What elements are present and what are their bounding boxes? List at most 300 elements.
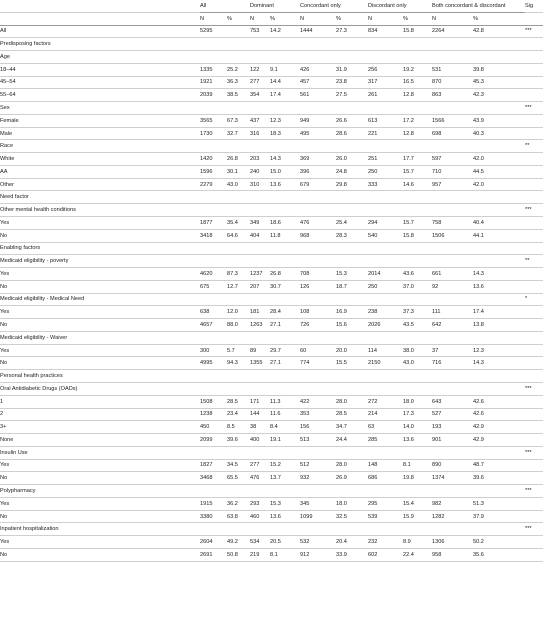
table-cell — [227, 293, 250, 306]
table-cell: 8.1 — [270, 548, 300, 561]
table-cell: 277 — [250, 459, 270, 472]
table-cell: 513 — [300, 434, 336, 447]
table-cell: 20.4 — [336, 536, 368, 549]
table-cell: 114 — [368, 344, 403, 357]
table-cell — [270, 38, 300, 51]
table-cell: 1566 — [432, 114, 473, 127]
table-cell — [473, 523, 525, 536]
row-label: 18–44 — [0, 63, 200, 76]
row-label: Medicaid eligibility - Waiver — [0, 331, 200, 344]
table-cell — [432, 140, 473, 153]
table-cell: 295 — [368, 497, 403, 510]
table-cell — [270, 102, 300, 115]
table-cell — [432, 38, 473, 51]
table-cell — [432, 446, 473, 459]
table-cell — [403, 38, 432, 51]
table-cell: 534 — [250, 536, 270, 549]
table-cell: 710 — [432, 165, 473, 178]
table-cell — [368, 102, 403, 115]
sig-cell — [525, 76, 543, 89]
table-cell: 317 — [368, 76, 403, 89]
table-cell: 1355 — [250, 357, 270, 370]
table-cell: 437 — [250, 114, 270, 127]
table-cell: 294 — [368, 217, 403, 230]
table-cell — [270, 382, 300, 395]
table-cell: 15.7 — [403, 217, 432, 230]
table-cell: 531 — [432, 63, 473, 76]
table-cell: 15.7 — [403, 165, 432, 178]
table-cell: 12.7 — [227, 280, 250, 293]
table-cell: 16.9 — [336, 306, 368, 319]
table-cell — [432, 293, 473, 306]
table-cell: 675 — [200, 280, 227, 293]
table-cell: 18.0 — [336, 497, 368, 510]
table-cell — [432, 191, 473, 204]
sig-cell — [525, 319, 543, 332]
table-cell: 13.6 — [270, 510, 300, 523]
table-cell: 43.0 — [227, 178, 250, 191]
table-cell: 156 — [300, 421, 336, 434]
row-label: Yes — [0, 268, 200, 281]
table-cell: 219 — [250, 548, 270, 561]
table-cell: 13.6 — [270, 178, 300, 191]
table-cell: 232 — [368, 536, 403, 549]
table-row — [0, 89, 543, 102]
table-cell: 63.8 — [227, 510, 250, 523]
subheader-cell: N — [250, 12, 270, 25]
table-cell — [227, 370, 250, 383]
table-cell — [473, 331, 525, 344]
table-cell: 426 — [300, 63, 336, 76]
table-cell — [250, 38, 270, 51]
table-cell — [432, 255, 473, 268]
section-row — [0, 25, 543, 38]
table-cell — [250, 255, 270, 268]
subsection-row — [0, 102, 543, 115]
table-cell: 50.8 — [227, 548, 250, 561]
table-cell: 982 — [432, 497, 473, 510]
table-cell: 25.4 — [336, 217, 368, 230]
table-cell: 250 — [368, 165, 403, 178]
table-cell: 35.4 — [227, 217, 250, 230]
table-cell: 1730 — [200, 127, 227, 140]
row-label: 3+ — [0, 421, 200, 434]
table-cell: 250 — [368, 280, 403, 293]
sig-cell — [525, 38, 543, 51]
table-cell — [336, 140, 368, 153]
table-cell: 44.1 — [473, 229, 525, 242]
table-cell — [473, 293, 525, 306]
table-cell: 13.6 — [473, 280, 525, 293]
table-cell — [473, 242, 525, 255]
table-cell — [473, 370, 525, 383]
sig-cell — [525, 548, 543, 561]
sig-cell — [525, 357, 543, 370]
table-cell: 9.1 — [270, 63, 300, 76]
table-cell — [403, 293, 432, 306]
table-cell: 43.9 — [473, 114, 525, 127]
sig-cell — [525, 459, 543, 472]
table-cell: 28.3 — [336, 229, 368, 242]
table-cell: 15.8 — [403, 25, 432, 38]
table-cell: 17.4 — [473, 306, 525, 319]
row-label: Yes — [0, 536, 200, 549]
table-cell: 18.6 — [270, 217, 300, 230]
table-cell: 11.8 — [270, 229, 300, 242]
subsection-row — [0, 523, 543, 536]
table-cell: 834 — [368, 25, 403, 38]
row-label: Yes — [0, 217, 200, 230]
table-cell — [432, 242, 473, 255]
subheader-cell: N — [300, 12, 336, 25]
table-cell — [473, 191, 525, 204]
header-sig: Sig — [525, 0, 543, 12]
table-cell: 277 — [250, 76, 270, 89]
table-cell: 932 — [300, 472, 336, 485]
table-cell — [432, 523, 473, 536]
table-cell — [432, 204, 473, 217]
table-cell — [368, 204, 403, 217]
subsection-row — [0, 293, 543, 306]
sig-cell: * — [525, 293, 543, 306]
sig-cell — [525, 127, 543, 140]
subheader-sig-empty — [525, 12, 543, 25]
table-cell — [250, 331, 270, 344]
sig-cell — [525, 268, 543, 281]
table-row — [0, 306, 543, 319]
table-row — [0, 127, 543, 140]
table-cell: 171 — [250, 395, 270, 408]
table-row — [0, 510, 543, 523]
table-cell: 3380 — [200, 510, 227, 523]
table-cell: 36.3 — [227, 76, 250, 89]
sig-cell — [525, 421, 543, 434]
subheader-cell: % — [336, 12, 368, 25]
table-row — [0, 434, 543, 447]
sig-cell — [525, 191, 543, 204]
table-cell: 1877 — [200, 217, 227, 230]
table-cell — [270, 255, 300, 268]
table-cell — [403, 382, 432, 395]
table-cell: 15.6 — [336, 319, 368, 332]
table-cell — [473, 38, 525, 51]
table-cell — [368, 382, 403, 395]
sig-cell — [525, 510, 543, 523]
row-label: Predisposing factors — [0, 38, 200, 51]
table-cell: 29.7 — [270, 344, 300, 357]
table-cell: 37.3 — [403, 306, 432, 319]
table-cell: 539 — [368, 510, 403, 523]
table-row — [0, 76, 543, 89]
header-group-concordant-only: Concordant only — [300, 0, 368, 12]
table-cell: 42.0 — [473, 153, 525, 166]
table-cell — [250, 382, 270, 395]
row-label: Yes — [0, 344, 200, 357]
table-cell: 63 — [368, 421, 403, 434]
table-cell: 1238 — [200, 408, 227, 421]
table-cell — [403, 523, 432, 536]
table-cell: 957 — [432, 178, 473, 191]
table-cell: 400 — [250, 434, 270, 447]
table-cell — [200, 38, 227, 51]
table-cell: 12.8 — [403, 89, 432, 102]
table-cell: 32.5 — [336, 510, 368, 523]
table-cell: 316 — [250, 127, 270, 140]
table-cell — [270, 370, 300, 383]
table-cell: 18.0 — [403, 395, 432, 408]
table-cell: 4995 — [200, 357, 227, 370]
header-corner — [0, 0, 200, 12]
sig-cell: *** — [525, 25, 543, 38]
table-cell: 968 — [300, 229, 336, 242]
table-cell — [336, 382, 368, 395]
table-cell: 42.0 — [473, 178, 525, 191]
header-row-subheaders — [0, 12, 543, 25]
sig-cell: *** — [525, 382, 543, 395]
table-cell: 404 — [250, 229, 270, 242]
table-cell: 14.3 — [473, 357, 525, 370]
table-cell — [250, 140, 270, 153]
table-cell: 613 — [368, 114, 403, 127]
table-cell — [227, 255, 250, 268]
row-label: AA — [0, 165, 200, 178]
table-cell: 19.2 — [403, 63, 432, 76]
subsection-row — [0, 204, 543, 217]
row-label: No — [0, 319, 200, 332]
table-cell — [250, 370, 270, 383]
table-cell — [270, 51, 300, 64]
table-cell — [300, 293, 336, 306]
table-cell: 1596 — [200, 165, 227, 178]
table-cell: 17.2 — [403, 114, 432, 127]
table-cell: 221 — [368, 127, 403, 140]
sig-cell — [525, 536, 543, 549]
row-label: Inpatient hospitalization — [0, 523, 200, 536]
table-cell: 495 — [300, 127, 336, 140]
table-cell — [200, 204, 227, 217]
table-cell: 19.1 — [270, 434, 300, 447]
table-row — [0, 357, 543, 370]
table-cell — [200, 331, 227, 344]
table-cell: 27.1 — [270, 357, 300, 370]
table-cell: 92 — [432, 280, 473, 293]
table-cell: 2039 — [200, 89, 227, 102]
table-cell — [368, 255, 403, 268]
table-cell: 29.8 — [336, 178, 368, 191]
table-cell: 1827 — [200, 459, 227, 472]
table-cell: 17.4 — [270, 89, 300, 102]
table-cell: 51.3 — [473, 497, 525, 510]
table-cell: 37.0 — [403, 280, 432, 293]
table-row — [0, 217, 543, 230]
table-cell: 561 — [300, 89, 336, 102]
table-cell: 22.4 — [403, 548, 432, 561]
table-cell — [336, 523, 368, 536]
table-row — [0, 497, 543, 510]
table-cell: 30.1 — [227, 165, 250, 178]
table-cell: 34.5 — [227, 459, 250, 472]
table-row — [0, 459, 543, 472]
table-cell: 890 — [432, 459, 473, 472]
section-row — [0, 242, 543, 255]
table-cell: 1263 — [250, 319, 270, 332]
table-cell: 207 — [250, 280, 270, 293]
table-cell: 17.3 — [403, 408, 432, 421]
table-cell: 5295 — [200, 25, 227, 38]
table-cell: 12.3 — [473, 344, 525, 357]
table-cell: 17.7 — [403, 153, 432, 166]
table-cell: 37.9 — [473, 510, 525, 523]
subheader-cell: N — [200, 12, 227, 25]
row-label: Insulin Use — [0, 446, 200, 459]
table-cell — [403, 446, 432, 459]
table-cell: 15.9 — [403, 510, 432, 523]
table-cell — [432, 331, 473, 344]
sig-cell — [525, 63, 543, 76]
table-cell: 14.3 — [270, 153, 300, 166]
table-cell — [227, 102, 250, 115]
table-cell — [200, 102, 227, 115]
table-cell: 753 — [250, 25, 270, 38]
table-cell: 39.6 — [473, 472, 525, 485]
table-cell: 20.5 — [270, 536, 300, 549]
row-label: Race — [0, 140, 200, 153]
table-cell — [336, 51, 368, 64]
table-cell — [227, 25, 250, 38]
table-cell: 42.9 — [473, 434, 525, 447]
table-cell: 37 — [432, 344, 473, 357]
sig-cell — [525, 370, 543, 383]
row-label: Oral Antidiabetic Drugs (OADs) — [0, 382, 200, 395]
table-cell: 12.0 — [227, 306, 250, 319]
table-cell: 15.2 — [270, 459, 300, 472]
section-row — [0, 38, 543, 51]
table-cell: 1508 — [200, 395, 227, 408]
table-cell: 540 — [368, 229, 403, 242]
table-cell — [368, 38, 403, 51]
table-cell — [250, 523, 270, 536]
table-cell: 476 — [250, 472, 270, 485]
table-cell: 396 — [300, 165, 336, 178]
sig-cell — [525, 242, 543, 255]
table-cell: 679 — [300, 178, 336, 191]
table-cell: 20.0 — [336, 344, 368, 357]
table-cell — [336, 331, 368, 344]
table-cell — [200, 293, 227, 306]
table-cell — [368, 523, 403, 536]
table-cell: 108 — [300, 306, 336, 319]
table-cell: 26.9 — [336, 472, 368, 485]
table-cell — [336, 370, 368, 383]
subheader-cell: N — [368, 12, 403, 25]
subsection-row — [0, 485, 543, 498]
row-label: 1 — [0, 395, 200, 408]
table-cell: 2604 — [200, 536, 227, 549]
table-cell: 11.6 — [270, 408, 300, 421]
table-cell: 958 — [432, 548, 473, 561]
table-cell: 28.5 — [227, 395, 250, 408]
sig-cell: *** — [525, 102, 543, 115]
table-cell: 638 — [200, 306, 227, 319]
table-row — [0, 395, 543, 408]
table-cell: 111 — [432, 306, 473, 319]
table-cell: 28.6 — [336, 127, 368, 140]
table-cell: 50.2 — [473, 536, 525, 549]
table-cell: 527 — [432, 408, 473, 421]
header-corner-sub — [0, 12, 200, 25]
table-cell — [403, 140, 432, 153]
table-cell: 14.3 — [473, 268, 525, 281]
table-cell: 14.4 — [270, 76, 300, 89]
table-cell: 333 — [368, 178, 403, 191]
table-cell: 42.6 — [473, 408, 525, 421]
table-cell: 13.6 — [403, 434, 432, 447]
sig-cell — [525, 434, 543, 447]
table-cell — [473, 446, 525, 459]
table-cell — [200, 523, 227, 536]
table-cell: 13.7 — [270, 472, 300, 485]
table-cell — [473, 140, 525, 153]
table-cell — [403, 331, 432, 344]
table-cell — [300, 38, 336, 51]
table-cell — [403, 485, 432, 498]
table-row — [0, 344, 543, 357]
table-cell: 33.9 — [336, 548, 368, 561]
table-cell: 32.7 — [227, 127, 250, 140]
table-cell: 43.5 — [403, 319, 432, 332]
table-cell — [250, 485, 270, 498]
row-label: Medicaid eligibility - Medical Need — [0, 293, 200, 306]
table-cell — [432, 370, 473, 383]
table-cell: 460 — [250, 510, 270, 523]
table-cell — [432, 51, 473, 64]
sig-cell — [525, 497, 543, 510]
table-cell: 661 — [432, 268, 473, 281]
row-label: Female — [0, 114, 200, 127]
table-cell: 214 — [368, 408, 403, 421]
row-label: None — [0, 434, 200, 447]
table-cell: 42.6 — [473, 395, 525, 408]
row-label: Yes — [0, 459, 200, 472]
table-cell — [250, 446, 270, 459]
table-cell: 686 — [368, 472, 403, 485]
sig-cell — [525, 217, 543, 230]
sig-cell — [525, 331, 543, 344]
table-row — [0, 536, 543, 549]
table-cell — [473, 204, 525, 217]
table-cell: 40.3 — [473, 127, 525, 140]
table-cell: 345 — [300, 497, 336, 510]
table-cell — [250, 293, 270, 306]
table-cell: 24.8 — [336, 165, 368, 178]
table-cell: 27.1 — [270, 319, 300, 332]
table-cell — [200, 51, 227, 64]
table-row — [0, 114, 543, 127]
table-cell: 5.7 — [227, 344, 250, 357]
table-cell: 1374 — [432, 472, 473, 485]
table-cell: 457 — [300, 76, 336, 89]
table-cell: 354 — [250, 89, 270, 102]
table-cell: 24.4 — [336, 434, 368, 447]
sig-cell — [525, 114, 543, 127]
table-cell: 2279 — [200, 178, 227, 191]
row-label: No — [0, 548, 200, 561]
subheader-cell: % — [270, 12, 300, 25]
table-cell: 148 — [368, 459, 403, 472]
table-cell: 43.6 — [403, 268, 432, 281]
table-cell — [336, 255, 368, 268]
table-cell: 349 — [250, 217, 270, 230]
